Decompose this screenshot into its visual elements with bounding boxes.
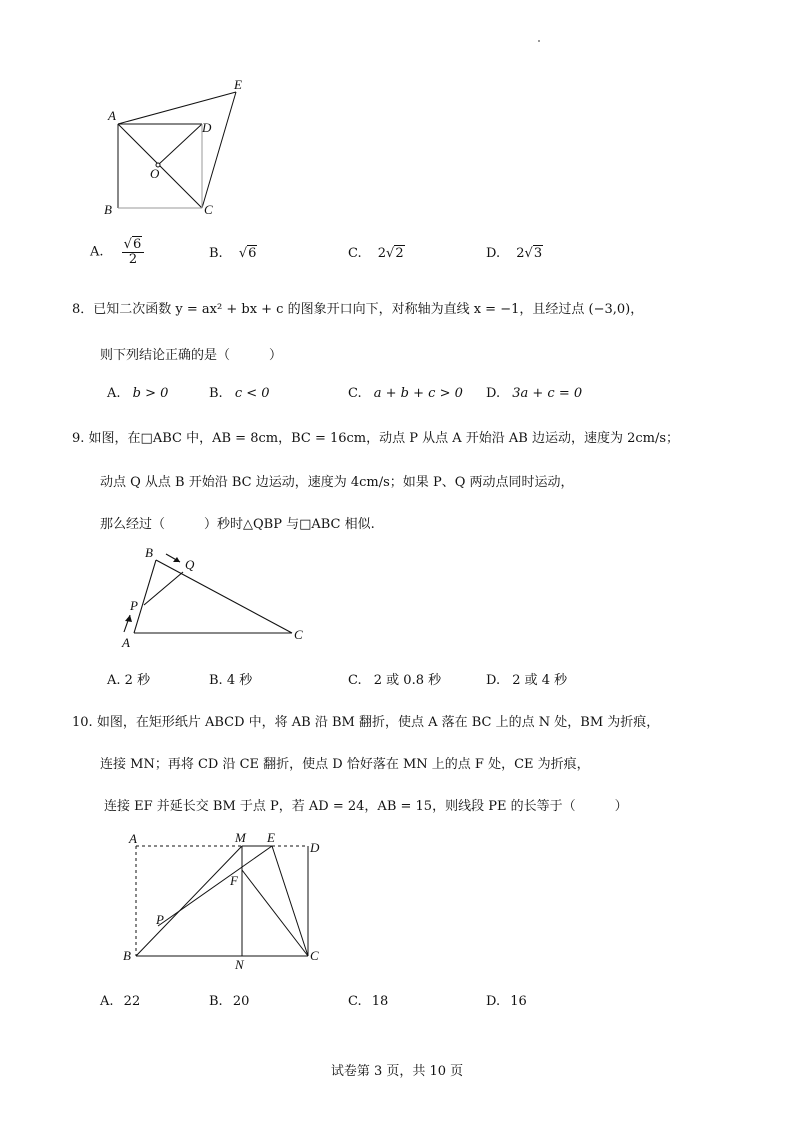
q9-option-d-text: 2 或 4 秒 [512, 673, 568, 688]
q7-segment-ec [202, 92, 236, 208]
page-footer: 试卷第 3 页，共 10 页 [330, 1064, 464, 1079]
q10-segment-ec [272, 846, 308, 956]
q9-option-a-text: 2 秒 [124, 673, 151, 688]
q9-line1 [72, 427, 679, 446]
q9-arrowhead-q [173, 557, 180, 562]
q7-segment-ae [118, 92, 236, 124]
q10-option-a-letter: A. [100, 994, 114, 1009]
q10-label-n: N [235, 957, 244, 972]
q10-label-p: P [156, 912, 164, 927]
q8-option-c-letter: C. [348, 386, 362, 401]
q7-label-e: E [234, 77, 242, 92]
q10-option-b-letter: B. [209, 994, 223, 1009]
scan-speck [538, 40, 540, 42]
q9-option-a-letter: A. [107, 673, 121, 688]
q7-option-b[interactable]: B. √6 [209, 246, 257, 261]
q8-option-b-text: c < 0 [234, 386, 270, 401]
q10-number: 10. [72, 715, 93, 730]
q9-figure-svg [112, 543, 312, 648]
q9-arrowhead-p [125, 615, 132, 622]
q8-number: 8． [72, 302, 94, 317]
q10-label-b: B [123, 948, 131, 963]
q9-line2: 动点 Q 从点 B 开始沿 BC 边运动，速度为 4cm/s；如果 P、Q 两动点同时运动， [100, 475, 574, 490]
q9-label-b: B [145, 545, 153, 560]
q8-option-b[interactable] [209, 386, 270, 401]
q8-option-a-text: b > 0 [132, 386, 169, 401]
q7-segment-od [158, 124, 202, 165]
q9-segment-bc [156, 560, 292, 633]
q10-line1 [72, 711, 659, 730]
q7-label-d: D [202, 120, 212, 135]
q7-label-c: C [204, 202, 213, 217]
q8-line1 [72, 298, 643, 317]
q7-option-a[interactable] [90, 238, 144, 266]
q7-option-d-letter: D. [486, 246, 501, 261]
q7-option-c-coef: 2 [377, 246, 387, 261]
q10-label-c: C [310, 948, 319, 963]
q9-option-c-text: 2 或 0.8 秒 [373, 673, 442, 688]
q10-option-a[interactable] [100, 994, 140, 1009]
q7-label-o: O [150, 166, 160, 181]
q7-figure [100, 72, 260, 222]
q8-stem-line1: 已知二次函数 y = ax² + bx + c 的图象开口向下，对称轴为直线 x = −1，且经过点 (−3,0)， [93, 302, 644, 317]
q9-option-d[interactable] [486, 669, 567, 688]
q10-option-d-letter: D. [486, 994, 501, 1009]
q8-option-b-letter: B. [209, 386, 223, 401]
q7-option-d[interactable]: D. 2√3 [486, 246, 543, 261]
q8-option-a[interactable] [107, 386, 168, 401]
q10-option-a-text: 22 [123, 994, 141, 1009]
q9-segment-pq [144, 572, 183, 605]
q10-option-c[interactable] [348, 994, 388, 1009]
q8-line2: 则下列结论正确的是（ ） [100, 348, 283, 363]
q10-figure [122, 828, 332, 973]
q9-label-c: C [294, 627, 303, 642]
q8-option-d-letter: D. [486, 386, 501, 401]
q9-label-q: Q [185, 557, 195, 572]
q7-option-d-coef: 2 [516, 246, 525, 261]
q10-figure-svg [122, 828, 332, 973]
q10-line2: 连接 MN；再将 CD 沿 CE 翻折，使点 D 恰好落在 MN 上的点 F 处，CE 为折痕， [100, 757, 590, 772]
q9-option-a[interactable] [107, 669, 150, 688]
q10-line3: 连接 EF 并延长交 BM 于点 P，若 AD = 24，AB = 15，则线段 PE 的长等于（ ） [104, 799, 628, 814]
q10-label-f: F [230, 873, 238, 888]
q9-segment-ab [134, 560, 156, 633]
q8-option-d-text: 3a + c = 0 [512, 386, 583, 401]
q9-label-a: A [122, 635, 130, 648]
q10-label-e: E [267, 830, 275, 845]
q9-number: 9. [72, 431, 85, 446]
q10-stem-line1: 如图，在矩形纸片 ABCD 中，将 AB 沿 BM 翻折，使点 A 落在 BC 上的点 N 处，BM 为折痕， [96, 715, 660, 730]
q7-option-c-letter: C. [348, 246, 362, 261]
q7-option-c-radicand: 2 [395, 246, 404, 261]
q9-option-b-letter: B. [209, 673, 223, 688]
q9-option-c[interactable] [348, 669, 441, 688]
q7-option-d-radicand: 3 [533, 246, 543, 261]
q7-label-b: B [104, 202, 112, 217]
q10-label-a: A [129, 831, 137, 846]
q10-option-d[interactable] [486, 994, 527, 1009]
q7-option-a-radicand: 6 [132, 237, 142, 252]
q7-option-b-letter: B. [209, 246, 223, 261]
q9-line3: 那么经过（ ）秒时△QBP 与□ABC 相似. [100, 517, 375, 532]
q9-option-b-text: 4 秒 [226, 673, 253, 688]
q7-option-a-letter: A. [90, 244, 104, 260]
q9-option-b[interactable] [209, 669, 252, 688]
q7-option-c[interactable]: C. 2√2 [348, 246, 404, 261]
q8-option-a-letter: A. [107, 386, 121, 401]
q7-figure-svg [100, 72, 260, 222]
q10-option-d-text: 16 [510, 994, 527, 1009]
q8-option-c-text: a + b + c > 0 [373, 386, 463, 401]
q7-label-a: A [108, 108, 116, 123]
q7-option-b-radicand: 6 [248, 246, 257, 261]
q9-figure [112, 543, 312, 648]
q10-segment-bm [136, 846, 242, 956]
q10-option-c-text: 18 [371, 994, 389, 1009]
q10-segment-fc [242, 870, 308, 956]
q10-label-m: M [235, 830, 246, 845]
q8-option-d[interactable] [486, 386, 582, 401]
q8-option-c[interactable] [348, 386, 463, 401]
q9-option-d-letter: D. [486, 673, 501, 688]
q7-option-a-denominator: 2 [128, 251, 138, 267]
q9-stem-line1: 如图，在□ABC 中，AB = 8cm，BC = 16cm，动点 P 从点 A 开始沿 AB 边运动，速度为 2cm/s； [88, 431, 680, 446]
q7-option-a-fraction: $\frac{√6}{2}$ [122, 238, 145, 266]
q10-option-c-letter: C. [348, 994, 362, 1009]
q9-label-p: P [130, 598, 138, 613]
q10-option-b[interactable] [209, 994, 249, 1009]
q9-option-c-letter: C. [348, 673, 362, 688]
q10-label-d: D [310, 840, 320, 855]
q10-option-b-text: 20 [232, 994, 250, 1009]
